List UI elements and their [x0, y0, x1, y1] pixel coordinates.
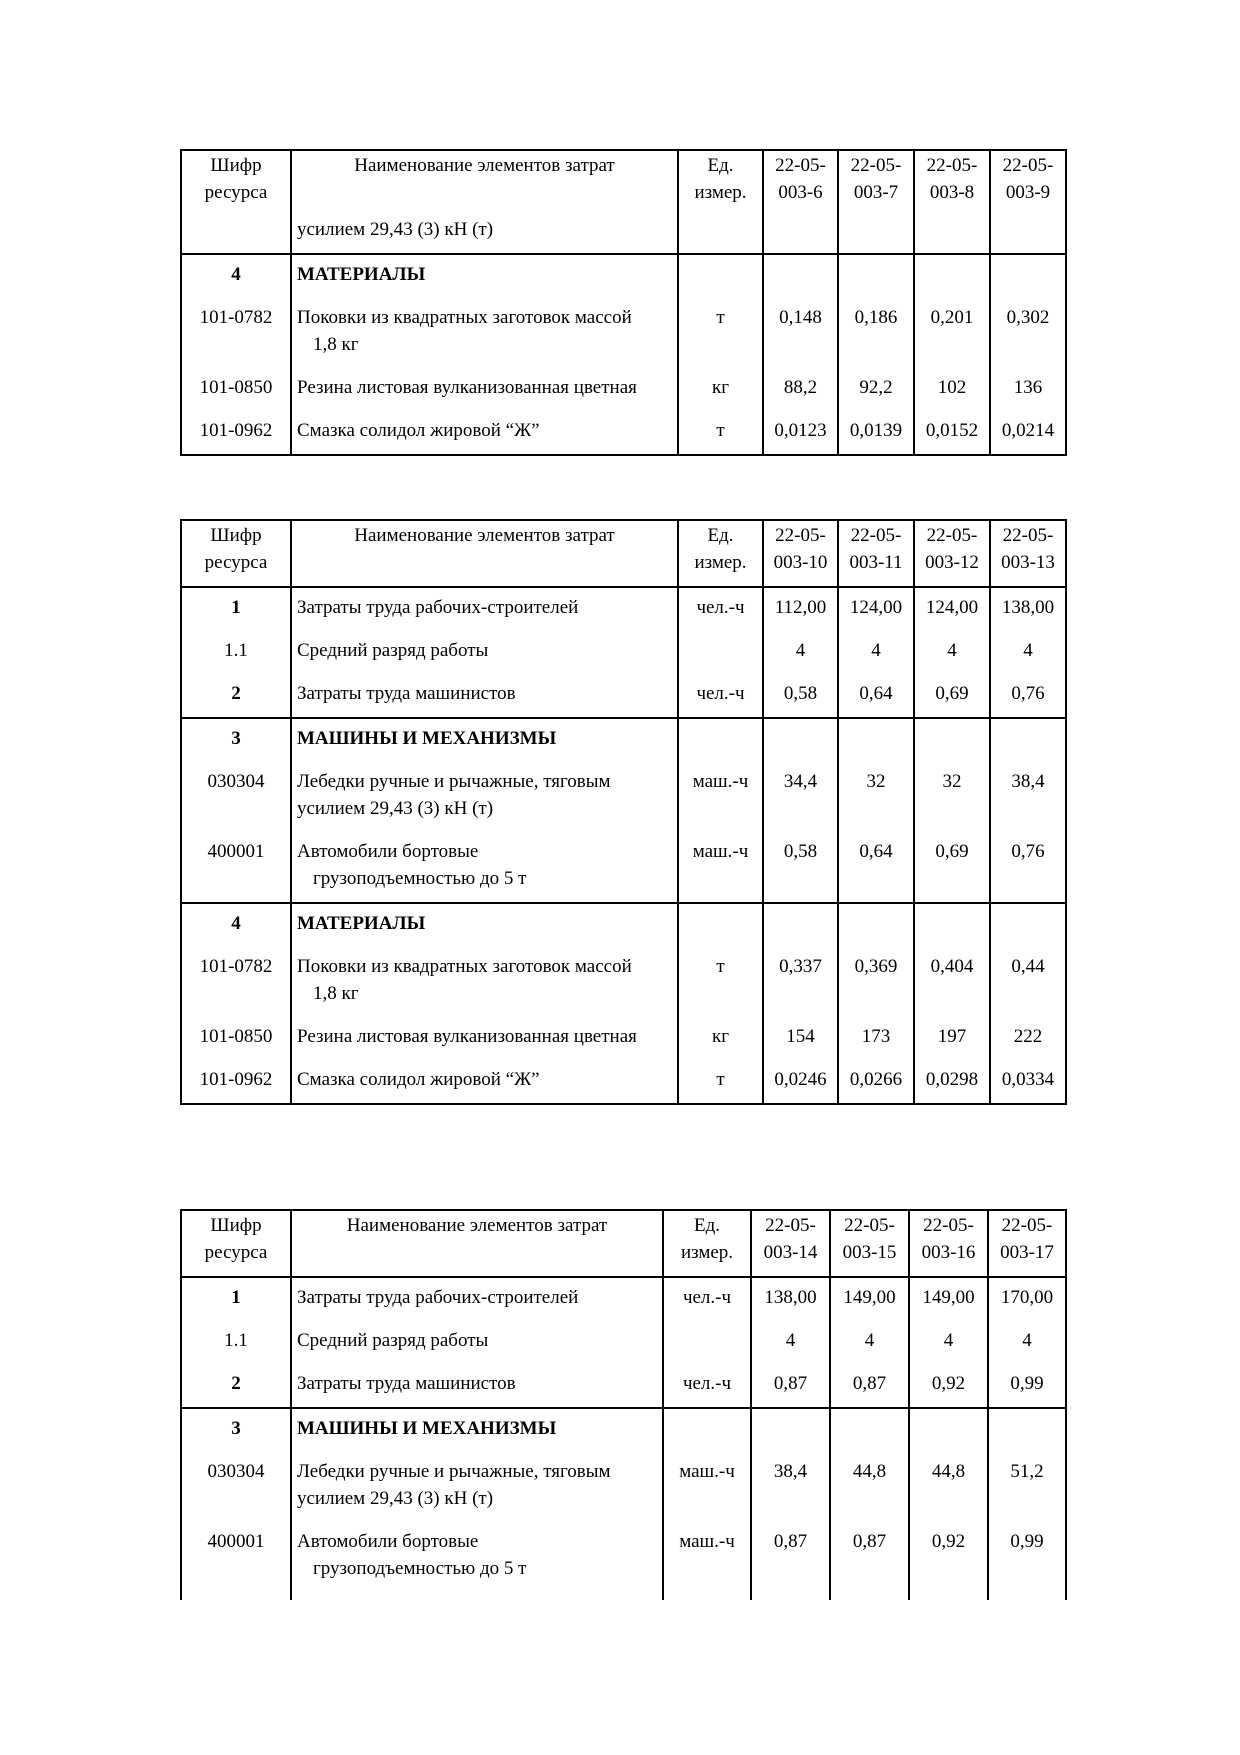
header-col: 22-05-003-8 — [914, 150, 990, 216]
row-unit: кг — [678, 368, 763, 411]
row-value: 0,87 — [830, 1364, 909, 1408]
row-name: Автомобили бортовые грузоподъемностью до 5 т — [291, 1522, 663, 1600]
section-code: 4 — [181, 254, 291, 298]
row-unit — [678, 631, 763, 674]
header-col: 22-05-003-16 — [909, 1210, 988, 1277]
row-name: Смазка солидол жировой “Ж” — [291, 1060, 678, 1104]
section-row — [181, 254, 1066, 298]
row-unit: т — [678, 411, 763, 455]
row-unit: маш.-ч — [678, 762, 763, 832]
section-code: 3 — [181, 1408, 291, 1452]
row-value: 0,44 — [990, 947, 1066, 1017]
row-value: 4 — [763, 631, 838, 674]
row-unit: т — [678, 298, 763, 368]
section-title: МАТЕРИАЛЫ — [291, 903, 678, 947]
section-row — [181, 1408, 1066, 1452]
row-value: 138,00 — [751, 1277, 830, 1321]
row-value: 0,87 — [751, 1364, 830, 1408]
row-value: 173 — [838, 1017, 914, 1060]
section-title: МАТЕРИАЛЫ — [291, 254, 678, 298]
row-code: 101-0962 — [181, 411, 291, 455]
row-code: 101-0962 — [181, 1060, 291, 1104]
header-unit: Ед. измер. — [678, 150, 763, 216]
table-row — [181, 368, 1066, 411]
row-value: 4 — [914, 631, 990, 674]
row-value: 0,92 — [909, 1364, 988, 1408]
row-value: 0,99 — [988, 1364, 1066, 1408]
row-value: 0,87 — [751, 1522, 830, 1600]
header-col: 22-05-003-11 — [838, 520, 914, 587]
row-value: 92,2 — [838, 368, 914, 411]
row-code: 101-0782 — [181, 947, 291, 1017]
row-name: Резина листовая вулканизованная цветная — [291, 368, 678, 411]
row-value: 0,186 — [838, 298, 914, 368]
header-code: Шифр ресурса — [181, 520, 291, 587]
row-code: 1.1 — [181, 631, 291, 674]
row-value: 4 — [990, 631, 1066, 674]
table-row — [181, 1452, 1066, 1522]
row-value: 0,148 — [763, 298, 838, 368]
row-value: 51,2 — [988, 1452, 1066, 1522]
row-value: 4 — [838, 631, 914, 674]
row-name: Средний разряд работы — [291, 631, 678, 674]
row-value: 0,58 — [763, 674, 838, 718]
row-value: 88,2 — [763, 368, 838, 411]
row-value: 197 — [914, 1017, 990, 1060]
header-col: 22-05-003-13 — [990, 520, 1066, 587]
table-header-row — [181, 520, 1066, 587]
table-row — [181, 1522, 1066, 1600]
row-value: 0,64 — [838, 832, 914, 903]
row-value: 0,64 — [838, 674, 914, 718]
row-value: 154 — [763, 1017, 838, 1060]
row-value: 0,58 — [763, 832, 838, 903]
row-name: Средний разряд работы — [291, 1321, 663, 1364]
table-header-row — [181, 150, 1066, 216]
continuation-row — [181, 216, 1066, 254]
row-unit: т — [678, 1060, 763, 1104]
header-col: 22-05-003-15 — [830, 1210, 909, 1277]
row-name: Затраты труда рабочих-строителей — [291, 1277, 663, 1321]
row-value: 32 — [914, 762, 990, 832]
row-value: 44,8 — [909, 1452, 988, 1522]
row-unit: т — [678, 947, 763, 1017]
row-value: 38,4 — [751, 1452, 830, 1522]
row-name: Поковки из квадратных заготовок массой 1,8 кг — [291, 298, 678, 368]
row-value: 112,00 — [763, 587, 838, 631]
table-row — [181, 631, 1066, 674]
header-code: Шифр ресурса — [181, 150, 291, 216]
row-value: 0,0123 — [763, 411, 838, 455]
row-unit: маш.-ч — [663, 1452, 751, 1522]
row-value: 0,76 — [990, 674, 1066, 718]
row-value: 170,00 — [988, 1277, 1066, 1321]
row-name: Поковки из квадратных заготовок массой 1,8 кг — [291, 947, 678, 1017]
row-name: Затраты труда рабочих-строителей — [291, 587, 678, 631]
row-value: 0,0298 — [914, 1060, 990, 1104]
row-unit: маш.-ч — [663, 1522, 751, 1600]
row-name: Затраты труда машинистов — [291, 674, 678, 718]
row-value: 136 — [990, 368, 1066, 411]
header-col: 22-05-003-6 — [763, 150, 838, 216]
section-row — [181, 718, 1066, 762]
header-unit: Ед. измер. — [663, 1210, 751, 1277]
row-value: 0,0334 — [990, 1060, 1066, 1104]
row-value: 34,4 — [763, 762, 838, 832]
header-code: Шифр ресурса — [181, 1210, 291, 1277]
table-row — [181, 674, 1066, 718]
row-value: 0,0246 — [763, 1060, 838, 1104]
table-row — [181, 762, 1066, 832]
row-name: Лебедки ручные и рычажные, тяговым усилием 29,43 (3) кН (т) — [291, 1452, 663, 1522]
row-value: 0,69 — [914, 674, 990, 718]
row-code: 2 — [181, 674, 291, 718]
resource-table-2 — [180, 519, 1067, 1105]
table-row — [181, 832, 1066, 903]
header-col: 22-05-003-7 — [838, 150, 914, 216]
row-unit — [663, 1321, 751, 1364]
row-value: 4 — [988, 1321, 1066, 1364]
row-name: Автомобили бортовые грузоподъемностью до 5 т — [291, 832, 678, 903]
row-value: 4 — [751, 1321, 830, 1364]
table-row — [181, 1364, 1066, 1408]
row-unit: маш.-ч — [678, 832, 763, 903]
row-value: 124,00 — [838, 587, 914, 631]
row-code: 030304 — [181, 1452, 291, 1522]
section-title: МАШИНЫ И МЕХАНИЗМЫ — [291, 1408, 663, 1452]
row-code: 101-0850 — [181, 368, 291, 411]
row-value: 149,00 — [909, 1277, 988, 1321]
row-value: 0,0139 — [838, 411, 914, 455]
row-value: 0,201 — [914, 298, 990, 368]
header-col: 22-05-003-12 — [914, 520, 990, 587]
row-code: 1 — [181, 587, 291, 631]
row-unit: чел.-ч — [678, 674, 763, 718]
table-row — [181, 1277, 1066, 1321]
header-name: Наименование элементов затрат — [291, 1210, 663, 1277]
row-unit: чел.-ч — [663, 1364, 751, 1408]
header-name: Наименование элементов затрат — [291, 150, 678, 216]
header-col: 22-05-003-9 — [990, 150, 1066, 216]
row-code: 101-0850 — [181, 1017, 291, 1060]
header-name: Наименование элементов затрат — [291, 520, 678, 587]
row-value: 222 — [990, 1017, 1066, 1060]
resource-table-1 — [180, 149, 1067, 456]
row-code: 1.1 — [181, 1321, 291, 1364]
row-code: 400001 — [181, 832, 291, 903]
section-code: 3 — [181, 718, 291, 762]
resource-table-3 — [180, 1209, 1067, 1600]
row-value: 0,369 — [838, 947, 914, 1017]
row-name: Смазка солидол жировой “Ж” — [291, 411, 678, 455]
row-value: 0,99 — [988, 1522, 1066, 1600]
row-value: 102 — [914, 368, 990, 411]
row-value: 0,87 — [830, 1522, 909, 1600]
table-row — [181, 411, 1066, 455]
row-value: 0,302 — [990, 298, 1066, 368]
table-row — [181, 1017, 1066, 1060]
row-unit: чел.-ч — [678, 587, 763, 631]
row-name: Лебедки ручные и рычажные, тяговым усилием 29,43 (3) кН (т) — [291, 762, 678, 832]
row-value: 44,8 — [830, 1452, 909, 1522]
row-value: 4 — [909, 1321, 988, 1364]
row-code: 101-0782 — [181, 298, 291, 368]
section-title: МАШИНЫ И МЕХАНИЗМЫ — [291, 718, 678, 762]
table-row — [181, 298, 1066, 368]
continuation-text: усилием 29,43 (3) кН (т) — [291, 216, 678, 254]
table-row — [181, 1321, 1066, 1364]
row-value: 149,00 — [830, 1277, 909, 1321]
header-unit: Ед. измер. — [678, 520, 763, 587]
row-value: 32 — [838, 762, 914, 832]
row-value: 138,00 — [990, 587, 1066, 631]
row-value: 4 — [830, 1321, 909, 1364]
row-value: 0,92 — [909, 1522, 988, 1600]
row-value: 0,76 — [990, 832, 1066, 903]
row-code: 1 — [181, 1277, 291, 1321]
row-value: 0,337 — [763, 947, 838, 1017]
row-value: 0,0152 — [914, 411, 990, 455]
row-value: 124,00 — [914, 587, 990, 631]
header-col: 22-05-003-10 — [763, 520, 838, 587]
section-code: 4 — [181, 903, 291, 947]
table-row — [181, 587, 1066, 631]
row-unit: чел.-ч — [663, 1277, 751, 1321]
table-row — [181, 947, 1066, 1017]
table-row — [181, 1060, 1066, 1104]
header-col: 22-05-003-14 — [751, 1210, 830, 1277]
row-unit: кг — [678, 1017, 763, 1060]
header-col: 22-05-003-17 — [988, 1210, 1066, 1277]
row-name: Резина листовая вулканизованная цветная — [291, 1017, 678, 1060]
row-value: 0,0214 — [990, 411, 1066, 455]
row-code: 030304 — [181, 762, 291, 832]
row-value: 0,404 — [914, 947, 990, 1017]
row-value: 0,69 — [914, 832, 990, 903]
row-code: 2 — [181, 1364, 291, 1408]
table-header-row — [181, 1210, 1066, 1277]
row-name: Затраты труда машинистов — [291, 1364, 663, 1408]
row-value: 0,0266 — [838, 1060, 914, 1104]
section-row — [181, 903, 1066, 947]
row-value: 38,4 — [990, 762, 1066, 832]
row-code: 400001 — [181, 1522, 291, 1600]
